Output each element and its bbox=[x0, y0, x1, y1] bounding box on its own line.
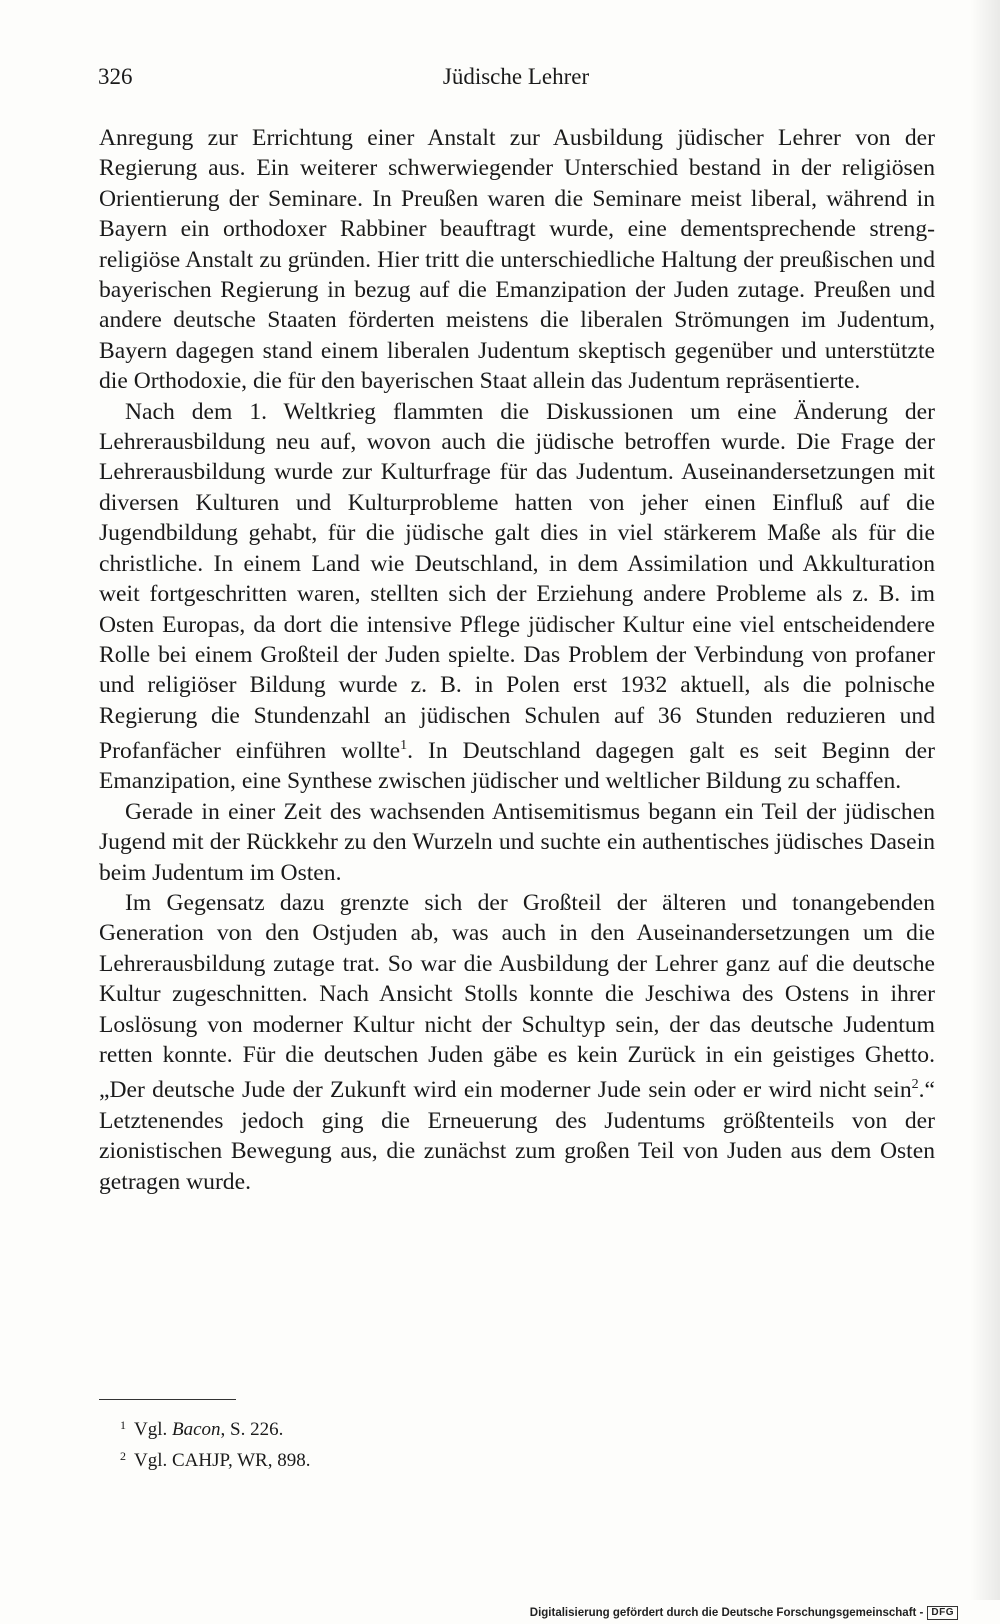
credit-text: Digitalisierung gefördert durch die Deutsche Forschungsgemeinschaft - bbox=[529, 1607, 924, 1620]
paragraph-text: Nach dem 1. Weltkrieg flammten die Diskussionen um eine Änderung der Lehrerausbildung neu auf, wovon auch die jüdische betroffen wurde. Die Frage der Lehrerausbildung wurde zur Kulturfrage für das Judentum. Auseinandersetzungen mit diversen Kulturen und Kulturprobleme hatten von jeher einen Einfluß auf die Jugendbildung gehabt, für die jüdische galt dies in viel stärkerem Maße als für die christliche. In einem Land wie Deutschland, in dem Assimilation und Akkulturation weit fortgeschritten waren, stellten sich der Erziehung andere Probleme als z. B. im Osten Europas, da dort die intensive Pflege jüdischer Kultur eine viel entscheidendere Rolle bei einem Großteil der Juden spielte. Das Problem der Verbindung von profaner und religiöser Bildung wurde z. B. in Polen erst 1932 aktuell, als die polnische Regierung die Stundenzahl an jüdischen Schulen auf 36 Stunden reduzieren und Profanfächer einführen wollte bbox=[99, 398, 935, 764]
footnote bbox=[120, 1443, 720, 1474]
footnotes bbox=[120, 1412, 720, 1474]
paragraph: Anregung zur Errichtung einer Anstalt zur Ausbildung jüdischer Lehrer von der Regierung aus. Ein weiterer schwerwiegender Unterschied bestand in der religiösen Orientierung der Seminare. In Preußen waren die Seminare meist liberal, während in Bayern ein orthodoxer Rabbiner beauftragt wurde, eine dementsprechende streng-religiöse Anstalt zu gründen. Hier tritt die unterschiedliche Haltung der preußischen und bayerischen Regierung in bezug auf die Emanzipation der Juden zutage. Preußen und andere deutsche Staaten förderten meistens die liberalen Strömungen im Judentum, Bayern dagegen stand einem liberalen Judentum skeptisch gegenüber und unterstützte die Orthodoxie, die für den bayerischen Staat allein das Judentum repräsentierte. bbox=[99, 125, 935, 395]
footnote-mark: 1 bbox=[120, 1418, 126, 1432]
footnote-reference: 2 bbox=[911, 1077, 919, 1093]
paragraph bbox=[99, 397, 935, 797]
page-number: 326 bbox=[98, 64, 133, 89]
digitization-credit bbox=[530, 1606, 958, 1620]
paragraph-text: . In Deutschland dagegen galt es seit Beginn der Emanzipation, eine Synthese zwischen jüdischer und weltlicher Bildung zu schaffen. bbox=[99, 737, 936, 795]
paragraph bbox=[99, 888, 935, 1197]
footnote-reference: 1 bbox=[400, 738, 408, 754]
paragraph-text: Im Gegensatz dazu grenzte sich der Großteil der älteren und tonangebenden Generation von den Ostjuden ab, was auch in den Auseinandersetzungen um die Lehrerausbildung zutage trat. So war die Ausbildung der Lehrer ganz auf die deutsche Kultur zugeschnitten. Nach Ansicht Stolls konnte die Jeschiwa des Ostens in ihrer Loslösung von moderner Kultur nicht der Schultyp sein, der das deutsche Judentum retten konnte. Für die deutschen Juden gäbe es kein Zurück in ein geistiges Ghetto. „Der deutsche Jude der Zukunft wird ein moderner Jude sein oder er wird nicht sein bbox=[99, 890, 935, 1104]
footnote-text: Vgl. CAHJP, WR, 898. bbox=[134, 1450, 311, 1471]
footnote bbox=[120, 1412, 720, 1443]
footnote-mark: 2 bbox=[120, 1449, 126, 1463]
running-title: Jüdische Lehrer bbox=[442, 64, 590, 89]
paragraph-text: .“ Letztenendes jedoch ging die Erneuerung des Judentums größtenteils von der zionistischen Bewegung aus, die zunächst zum großen Teil von Juden aus dem Osten getragen wurde. bbox=[99, 1077, 935, 1195]
footnote-text: , S. 226. bbox=[220, 1419, 284, 1440]
footnote-text: Vgl. bbox=[134, 1419, 172, 1440]
body-text bbox=[99, 123, 935, 1197]
paragraph: Gerade in einer Zeit des wachsenden Antisemitismus begann ein Teil der jüdischen Jugend mit der Rückkehr zu den Wurzeln und suchte ein authentisches jüdisches Dasein beim Judentum im Osten. bbox=[99, 798, 935, 886]
footnote-separator bbox=[99, 1399, 236, 1400]
scan-edge-shadow bbox=[970, 0, 1000, 1600]
dfg-logo: DFG bbox=[927, 1606, 958, 1620]
footnote-italic-text: Bacon bbox=[172, 1419, 221, 1440]
